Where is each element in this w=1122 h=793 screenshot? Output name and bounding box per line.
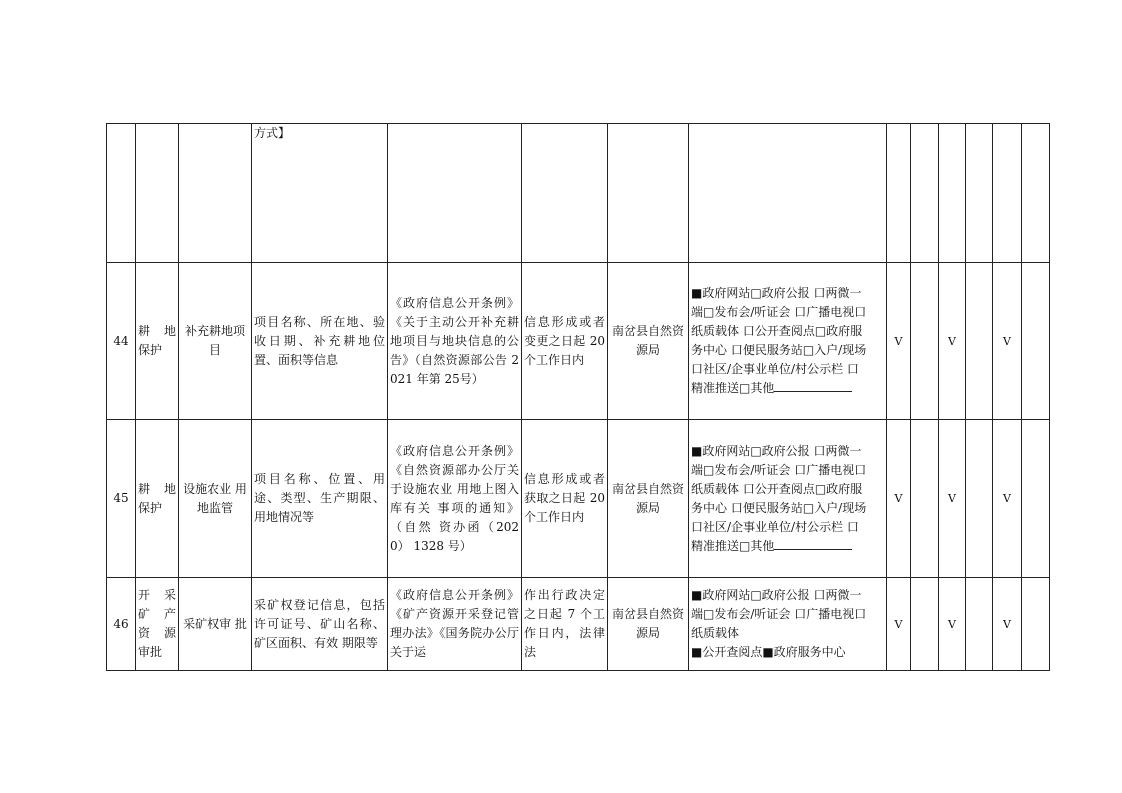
fill-in-blank bbox=[774, 379, 852, 392]
cell-mark bbox=[1022, 578, 1050, 671]
cell-basis: 《政府信息公开条例》《关于主动公开补充耕地项目与地块信息的公告》（自然资源部公告 2021 年第 25号） bbox=[388, 263, 522, 420]
cell-category bbox=[136, 124, 179, 263]
table-row bbox=[107, 420, 1050, 578]
cell-item: 补充耕地项目 bbox=[179, 263, 252, 420]
cell-mark: V bbox=[993, 263, 1022, 420]
table-row bbox=[107, 263, 1050, 420]
channel-line: 务中心 口便民服务站□入户/现场 bbox=[691, 500, 867, 515]
cell-mark bbox=[911, 263, 939, 420]
cell-mark bbox=[993, 124, 1022, 263]
channel-line: 端□发布会/听证会 口广播电视口 bbox=[691, 462, 867, 477]
table-row bbox=[107, 578, 1050, 671]
cell-subject: 南岔县自然资源局 bbox=[608, 263, 689, 420]
channel-line: 纸质载体 口公开查阅点□政府服 bbox=[691, 481, 863, 496]
cell-mark bbox=[911, 124, 939, 263]
channel-line: 端□发布会/听证会 口广播电视口 bbox=[691, 305, 867, 319]
cell-basis: 《政府信息公开条例》《自然资源部办公厅关于设施农业 用地上图入库有关 事项的通知》（自然 资办函（2020） 1328 号） bbox=[388, 420, 522, 578]
cell-mark: V bbox=[939, 578, 966, 671]
cell-item bbox=[179, 124, 252, 263]
cell-basis bbox=[388, 124, 522, 263]
cell-subject: 南岔县自然资源局 bbox=[608, 578, 689, 671]
cell-mark: V bbox=[993, 578, 1022, 671]
cell-mark bbox=[966, 124, 993, 263]
cell-time-limit: 信息形成或者获取之日起 20个工作日内 bbox=[522, 420, 608, 578]
channel-line: 务中心 口便民服务站□入户/现场 bbox=[691, 343, 867, 357]
cell-basis: 《政府信息公开条例》《矿产资源开采登记管理办法》《国务院办公厅关于运 bbox=[388, 578, 522, 671]
channel-line: ■政府网站□政府公报 口两微一 bbox=[691, 286, 862, 300]
cell-content: 项目名称、位置、用途、类型、生产期限、 用地情况等 bbox=[252, 420, 388, 578]
cell-category: 耕 地保护 bbox=[136, 420, 179, 578]
cell-time-limit: 作出行政决定之日起 7 个工作日内，法律法 bbox=[522, 578, 608, 671]
cell-mark bbox=[887, 124, 911, 263]
channel-line: ■公开查阅点■政府服务中心 bbox=[691, 645, 846, 659]
channel-line: 精准推送□其他 bbox=[691, 538, 775, 553]
channel-line: 纸质载体 口公开查阅点□政府服 bbox=[691, 324, 863, 338]
cell-channel bbox=[689, 124, 887, 263]
cell-content: 采矿权登记信息，包括许可证号、矿山名称、矿区面积、有效 期限等 bbox=[252, 578, 388, 671]
cell-mark bbox=[1022, 263, 1050, 420]
channel-line: 口社区/企事业单位/村公示栏 口 bbox=[691, 519, 859, 534]
cell-no bbox=[107, 124, 136, 263]
fill-in-blank bbox=[774, 537, 852, 550]
cell-mark bbox=[966, 263, 993, 420]
cell-mark bbox=[1022, 420, 1050, 578]
cell-time-limit bbox=[522, 124, 608, 263]
cell-subject: 南岔县自然资源局 bbox=[608, 420, 689, 578]
cell-no: 46 bbox=[107, 578, 136, 671]
channel-line: 口社区/企事业单位/村公示栏 口 bbox=[691, 362, 859, 376]
cell-no: 45 bbox=[107, 420, 136, 578]
table-row-continuation bbox=[107, 124, 1050, 263]
cell-mark: V bbox=[887, 263, 911, 420]
cell-time-limit: 信息形成或者变更之日起 20个工作日内 bbox=[522, 263, 608, 420]
channel-line: ■政府网站□政府公报 口两微一 bbox=[691, 443, 862, 458]
cell-channel bbox=[689, 578, 887, 671]
cell-mark: V bbox=[939, 420, 966, 578]
cell-category: 耕 地保护 bbox=[136, 263, 179, 420]
cell-mark bbox=[911, 578, 939, 671]
cell-mark bbox=[911, 420, 939, 578]
channel-line: ■政府网站□政府公报 口两微一 bbox=[691, 588, 862, 602]
cell-channel bbox=[689, 263, 887, 420]
cell-channel bbox=[689, 420, 887, 578]
cell-content: 方式】 bbox=[252, 124, 388, 263]
disclosure-table bbox=[106, 123, 1050, 671]
cell-mark bbox=[966, 420, 993, 578]
cell-mark: V bbox=[887, 578, 911, 671]
cell-mark bbox=[939, 124, 966, 263]
cell-no: 44 bbox=[107, 263, 136, 420]
channel-line: 精准推送□其他 bbox=[691, 381, 775, 395]
channel-line: 端□发布会/听证会 口广播电视口 bbox=[691, 607, 867, 621]
cell-subject bbox=[608, 124, 689, 263]
cell-mark: V bbox=[939, 263, 966, 420]
cell-mark bbox=[966, 578, 993, 671]
cell-content: 项目名称、所在地、验收日期、补充耕地位置、面积等信息 bbox=[252, 263, 388, 420]
cell-mark: V bbox=[887, 420, 911, 578]
cell-mark bbox=[1022, 124, 1050, 263]
cell-category: 开 采矿 产资 源审批 bbox=[136, 578, 179, 671]
cell-item: 采矿权审 批 bbox=[179, 578, 252, 671]
channel-line: 纸质载体 bbox=[691, 626, 740, 640]
cell-mark: V bbox=[993, 420, 1022, 578]
cell-item: 设施农业 用地监管 bbox=[179, 420, 252, 578]
